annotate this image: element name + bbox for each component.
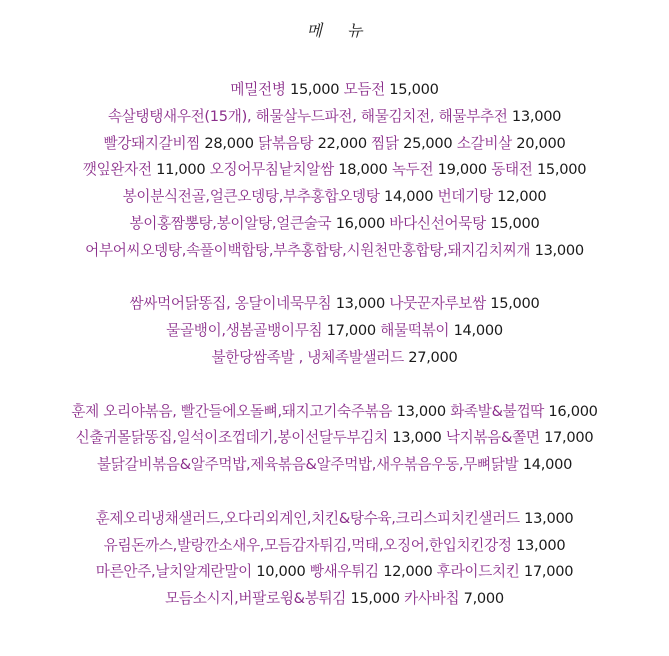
- menu-item-name: 소갈비살: [456, 134, 517, 152]
- menu-item-price: 25,000: [403, 134, 457, 152]
- menu-item-name: 번데기탕: [437, 188, 498, 206]
- menu-line: [0, 559, 669, 586]
- menu-item-name: 마른안주,날치알계란말이: [95, 563, 257, 581]
- menu-line: [0, 131, 669, 158]
- menu-line: [0, 533, 669, 560]
- menu-item-name: 닭볶음탕: [258, 134, 318, 152]
- menu-item-name: 해물떡볶이: [380, 322, 454, 340]
- menu-item-price: 13,000: [392, 429, 446, 447]
- menu-item-name: 봉이홍짬뽕탕,봉이알탕,얼큰술국: [129, 214, 336, 232]
- menu-item-price: 13,000: [511, 107, 562, 125]
- menu-item-price: 15,000: [350, 590, 405, 608]
- menu-item-price: 15,000: [490, 214, 540, 232]
- menu-line: [0, 425, 669, 452]
- menu-item-price: 12,000: [497, 188, 547, 206]
- menu-item-name: 낙지볶음&쫄면: [445, 429, 545, 447]
- menu-item-name: 쌈싸먹어닭똥집, 옹달이네묵무침: [129, 295, 336, 313]
- menu-item-name: 유림돈까스,발랑깐소새우,모듬감자튀김,먹태,오징어,한입치킨강정: [103, 536, 517, 554]
- menu-line: [0, 452, 669, 479]
- menu-item-name: 화족발&불껍딱: [450, 402, 549, 420]
- menu-item-price: 15,000: [389, 81, 439, 98]
- menu-item-price: 12,000: [383, 563, 437, 581]
- menu-item-price: 10,000: [256, 563, 310, 581]
- menu-item-price: 13,000: [534, 241, 584, 259]
- menu-item-name: 신출귀몰닭똥집,일석이조껍데기,봉이선달두부김치: [75, 429, 393, 447]
- menu-list: [0, 77, 669, 613]
- menu-item-price: 14,000: [453, 322, 503, 340]
- page-title: 메 뉴: [306, 21, 373, 40]
- menu-item-name: 깻잎완자전: [82, 161, 157, 179]
- menu-item-name: 찜닭: [371, 134, 404, 152]
- menu-item-price: 15,000: [536, 161, 587, 179]
- menu-item-name: 물골뱅이,생봄골뱅이무침: [166, 322, 327, 340]
- menu-item-price: 7,000: [463, 590, 504, 608]
- menu-item-name: 모듬전: [343, 81, 390, 98]
- menu-line: [0, 318, 669, 345]
- menu-item-name: 훈제 오리야볶음, 빨간들에오돌뼈,돼지고기숙주볶음: [71, 402, 397, 420]
- menu-item-name: 불닭갈비볶음&알주먹밥,제육볶음&알주먹밥,새우볶음우동,무뼈닭발: [96, 456, 523, 474]
- menu-line: [0, 291, 669, 318]
- menu-line: [0, 506, 669, 533]
- menu-line: [0, 211, 669, 238]
- menu-item-price: 20,000: [516, 134, 566, 152]
- menu-line: [0, 184, 669, 211]
- menu-item-price: 28,000: [204, 134, 259, 152]
- menu-item-price: 13,000: [396, 402, 451, 420]
- menu-line: [0, 157, 669, 184]
- menu-item-price: 13,000: [335, 295, 390, 313]
- menu-item-price: 15,000: [490, 295, 540, 313]
- menu-line: [0, 238, 669, 265]
- menu-item-name: 빨강돼지갈비찜: [103, 134, 205, 152]
- menu-item-price: 13,000: [524, 509, 574, 527]
- menu-item-name: 녹두전: [391, 161, 438, 179]
- menu-item-name: 빵새우튀김: [309, 563, 384, 581]
- menu-item-name: 속살탱탱새우전(15개), 해물살누드파전, 해물김치전, 해물부추전: [107, 107, 512, 125]
- menu-item-name: 훈제오리냉채샐러드,오다리외계인,치킨&탕수육,크리스피치킨샐러드: [95, 509, 525, 527]
- menu-item-name: 오징어무침낱치알쌈: [209, 161, 339, 179]
- menu-item-price: 17,000: [326, 322, 381, 340]
- menu-item-price: 17,000: [523, 563, 574, 581]
- menu-item-price: 19,000: [437, 161, 492, 179]
- menu-line: [0, 345, 669, 372]
- menu-item-price: 14,000: [522, 456, 573, 474]
- menu-item-name: 메밀전병: [230, 81, 290, 98]
- menu-line: [0, 586, 669, 613]
- menu-item-name: 바다신선어묵탕: [389, 214, 491, 232]
- menu-item-name: 불한당쌈족발 , 냉체족발샐러드: [211, 348, 409, 366]
- menu-item-price: 22,000: [317, 134, 372, 152]
- menu-item-name: 나뭇꾼자루보쌈: [389, 295, 491, 313]
- menu-item-price: 14,000: [383, 188, 438, 206]
- menu-line: [0, 104, 669, 131]
- menu-item-price: 11,000: [156, 161, 210, 179]
- menu-item-price: 17,000: [544, 429, 594, 447]
- menu-line: [0, 77, 669, 104]
- menu-item-name: 모듬소시지,버팔로윙&봉튀김: [165, 590, 351, 608]
- menu-item-name: 후라이드치킨: [436, 563, 524, 581]
- menu-item-price: 13,000: [516, 536, 566, 554]
- menu-item-name: 어부어씨오뎅탕,속풀이백합탕,부추홍합탕,시원천만홍합탕,돼지김치찌개: [85, 241, 535, 259]
- menu-item-price: 16,000: [335, 214, 390, 232]
- menu-item-price: 18,000: [338, 161, 392, 179]
- section-spacer: [0, 479, 669, 506]
- menu-item-price: 16,000: [548, 402, 598, 420]
- menu-item-name: 동태전: [491, 161, 537, 179]
- menu-item-price: 27,000: [408, 348, 458, 366]
- section-spacer: [0, 265, 669, 292]
- menu-item-name: 봉이분식전골,얼큰오뎅탕,부추홍합오뎅탕: [122, 188, 384, 206]
- menu-item-price: 15,000: [289, 81, 344, 98]
- menu-item-name: 카사바칩: [404, 590, 464, 608]
- menu-line: [0, 399, 669, 426]
- section-spacer: [0, 372, 669, 399]
